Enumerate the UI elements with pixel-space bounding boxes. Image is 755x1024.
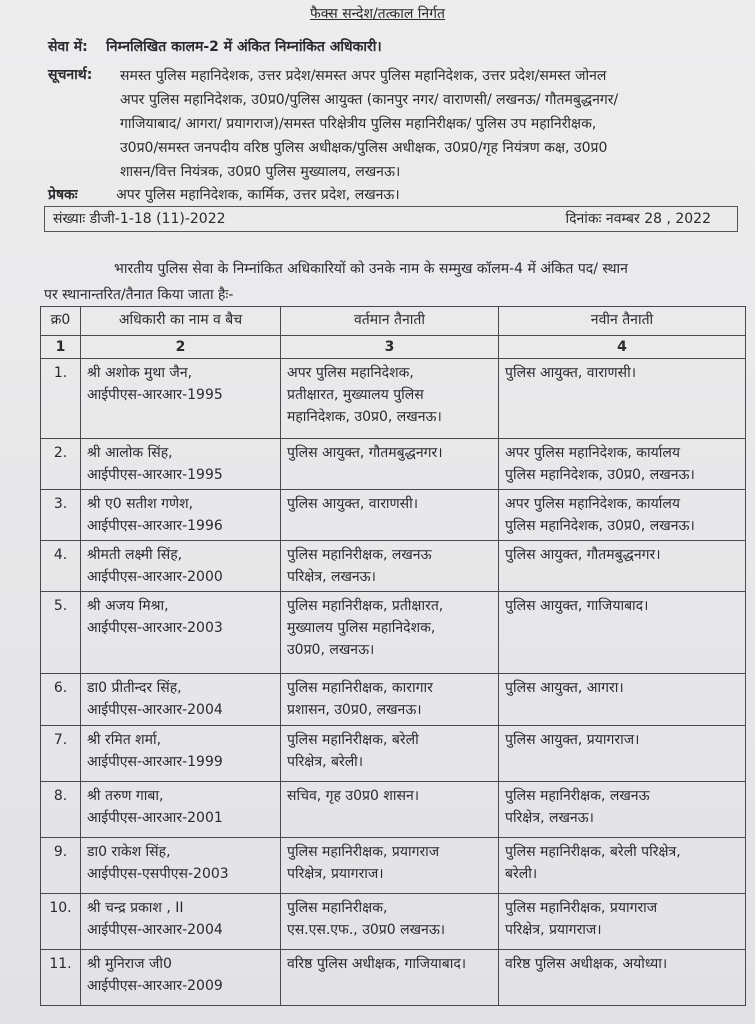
table-row (41, 490, 746, 541)
table-row (41, 359, 746, 439)
cell-line: आईपीएस-एसपीएस-2003 (87, 866, 229, 882)
table-body (41, 359, 746, 1006)
intro-line: पर स्थानान्तरित/तैनात किया जाता हैः- (44, 287, 234, 303)
new-posting-cell (499, 950, 746, 1006)
row-serial: 6. (41, 674, 81, 726)
officer-name-cell (81, 541, 281, 592)
information-line: उ0प्र0/समस्त जनपदीय वरिष्ठ पुलिस अधीक्षक/पुलिस अधीक्षक, उ0प्र0/गृह नियंत्रण कक्ष, उ0प्र0 (120, 140, 608, 156)
officer-name-cell (81, 592, 281, 674)
cell-line: पुलिस महानिरीक्षक, बरेली (287, 732, 419, 748)
cell-line: आईपीएस-आरआर-1995 (87, 467, 223, 483)
cell-line: आईपीएस-आरआर-1995 (87, 387, 223, 403)
information-line: अपर पुलिस महानिदेशक, उ0प्र0/पुलिस आयुक्त (कानपुर नगर/ वाराणसी/ लखनऊ/ गौतमबुद्धनगर/ (120, 92, 619, 108)
cell-line: महानिदेशक, उ0प्र0, लखनऊ। (287, 409, 442, 425)
row-serial: 8. (41, 782, 81, 838)
cell-line: आईपीएस-आरआर-2003 (87, 620, 223, 636)
information-line: गाजियाबाद/ आगरा/ प्रयागराज)/समस्त परिक्षेत्रीय पुलिस महानिरीक्षक/ पुलिस उप महानिरीक्षक, (120, 116, 597, 132)
cell-line: पुलिस महानिरीक्षक, लखनऊ (287, 547, 432, 563)
row-serial: 4. (41, 541, 81, 592)
cell-line: पुलिस आयुक्त, वाराणसी। (287, 496, 419, 512)
current-posting-cell (281, 359, 499, 439)
table-row (41, 782, 746, 838)
cell-line: पुलिस महानिरीक्षक, प्रयागराज (287, 844, 440, 860)
new-posting-cell (499, 726, 746, 782)
cell-line: श्री चन्द्र प्रकाश , II (87, 900, 184, 916)
row-serial: 11. (41, 950, 81, 1006)
cell-line: अपर पुलिस महानिदेशक, कार्यालय (505, 445, 680, 461)
transfer-table (40, 306, 746, 1006)
new-posting-cell (499, 541, 746, 592)
column-index: 2 (81, 336, 281, 359)
new-posting-cell (499, 490, 746, 541)
recipient-line (48, 36, 382, 58)
officer-name-cell (81, 490, 281, 541)
current-posting-cell (281, 592, 499, 674)
cell-line: पुलिस महानिरीक्षक, (287, 900, 388, 916)
cell-line: आईपीएस-आरआर-1999 (87, 754, 223, 770)
reference-date: दिनांकः नवम्बर 28 , 2022 (565, 211, 711, 227)
cell-line: सचिव, गृह उ0प्र0 शासन। (287, 788, 420, 804)
cell-line: पुलिस महानिदेशक, उ0प्र0, लखनऊ। (505, 467, 695, 483)
table-row (41, 950, 746, 1006)
row-serial: 1. (41, 359, 81, 439)
current-posting-cell (281, 674, 499, 726)
cell-line: श्री आलोक सिंह, (87, 445, 173, 461)
intro-line: भारतीय पुलिस सेवा के निम्नांकित अधिकारियों को उनके नाम के सम्मुख कॉलम-4 में अंकित पद/ स्थान (114, 261, 628, 277)
new-posting-cell (499, 838, 746, 894)
reference-number: संख्याः डीजी-1-18 (11)-2022 (53, 211, 226, 227)
cell-line: बरेली। (505, 866, 538, 882)
row-serial: 2. (41, 439, 81, 490)
cell-line: पुलिस महानिरीक्षक, प्रतीक्षारत, (287, 598, 444, 614)
cell-line: प्रशासन, उ0प्र0, लखनऊ। (287, 702, 422, 718)
row-serial: 5. (41, 592, 81, 674)
cell-line: श्री मुनिराज जी0 (87, 956, 172, 972)
intro-paragraph (44, 256, 744, 308)
sender-text: अपर पुलिस महानिदेशक, कार्मिक, उत्तर प्रदेश, लखनऊ। (116, 187, 400, 203)
cell-line: आईपीएस-आरआर-2009 (87, 978, 223, 994)
cell-line: पुलिस आयुक्त, गौतमबुद्धनगर। (287, 445, 443, 461)
current-posting-cell (281, 782, 499, 838)
cell-line: पुलिस आयुक्त, गाजियाबाद। (505, 598, 649, 614)
row-serial: 7. (41, 726, 81, 782)
new-posting-cell (499, 439, 746, 490)
information-label: सूचनार्थ: (48, 67, 93, 83)
column-header: वर्तमान तैनाती (281, 307, 499, 336)
officer-name-cell (81, 894, 281, 950)
column-index: 3 (281, 336, 499, 359)
cell-line: श्री अशोक मुथा जैन, (87, 365, 193, 381)
cell-line: परिक्षेत्र, लखनऊ। (505, 810, 594, 826)
officer-name-cell (81, 674, 281, 726)
cell-line: परिक्षेत्र, बरेली। (287, 754, 364, 770)
officer-name-cell (81, 838, 281, 894)
cell-line: पुलिस आयुक्त, आगरा। (505, 680, 624, 696)
cell-line: श्रीमती लक्ष्मी सिंह, (87, 547, 183, 563)
officer-name-cell (81, 439, 281, 490)
cell-line: मुख्यालय पुलिस महानिदेशक, (287, 620, 436, 636)
current-posting-cell (281, 950, 499, 1006)
cell-line: आईपीएस-आरआर-2004 (87, 702, 223, 718)
table-row (41, 439, 746, 490)
new-posting-cell (499, 782, 746, 838)
cell-line: वरिष्ठ पुलिस अधीक्षक, गाजियाबाद। (287, 956, 467, 972)
cell-line: पुलिस आयुक्त, वाराणसी। (505, 365, 637, 381)
officer-name-cell (81, 950, 281, 1006)
sender-line (48, 184, 400, 206)
cell-line: श्री अजय मिश्रा, (87, 598, 169, 614)
new-posting-cell (499, 359, 746, 439)
cell-line: डा0 प्रीतीन्दर सिंह, (87, 680, 182, 696)
column-header: क्र0 (41, 307, 81, 336)
new-posting-cell (499, 592, 746, 674)
column-index: 4 (499, 336, 746, 359)
cell-line: एस.एस.एफ., उ0प्र0 लखनऊ। (287, 922, 446, 938)
cell-line: प्रतीक्षारत, मुख्यालय पुलिस (287, 387, 424, 403)
cell-line: पुलिस महानिरीक्षक, प्रयागराज (505, 900, 658, 916)
document-title: फैक्स सन्देश/तत्काल निर्गत (309, 6, 446, 22)
officer-name-cell (81, 359, 281, 439)
cell-line: पुलिस आयुक्त, प्रयागराज। (505, 732, 640, 748)
row-serial: 3. (41, 490, 81, 541)
cell-line: श्री रमित शर्मा, (87, 732, 162, 748)
table-row (41, 838, 746, 894)
current-posting-cell (281, 838, 499, 894)
reference-box (44, 206, 738, 232)
current-posting-cell (281, 894, 499, 950)
information-line: शासन/वित्त नियंत्रक, उ0प्र0 पुलिस मुख्यालय, लखनऊ। (120, 164, 401, 180)
new-posting-cell (499, 894, 746, 950)
information-lines (120, 64, 752, 184)
cell-line: पुलिस महानिरीक्षक, बरेली परिक्षेत्र, (505, 844, 681, 860)
cell-line: परिक्षेत्र, प्रयागराज। (505, 922, 602, 938)
officer-name-cell (81, 782, 281, 838)
cell-line: आईपीएस-आरआर-2001 (87, 810, 223, 826)
information-line: समस्त पुलिस महानिदेशक, उत्तर प्रदेश/समस्त अपर पुलिस महानिदेशक, उत्तर प्रदेश/समस्त जोनल (120, 68, 607, 84)
new-posting-cell (499, 674, 746, 726)
column-header: अधिकारी का नाम व बैच (81, 307, 281, 336)
row-serial: 9. (41, 838, 81, 894)
cell-line: श्री ए0 सतीश गणेश, (87, 496, 194, 512)
cell-line: पुलिस आयुक्त, गौतमबुद्धनगर। (505, 547, 661, 563)
sender-label: प्रेषकः (48, 187, 78, 203)
cell-line: पुलिस महानिरीक्षक, कारागार (287, 680, 433, 696)
current-posting-cell (281, 439, 499, 490)
cell-line: पुलिस महानिदेशक, उ0प्र0, लखनऊ। (505, 518, 695, 534)
column-index-row (41, 336, 746, 359)
cell-line: डा0 राकेश सिंह, (87, 844, 171, 860)
cell-line: श्री तरुण गाबा, (87, 788, 164, 804)
column-header: नवीन तैनाती (499, 307, 746, 336)
row-serial: 10. (41, 894, 81, 950)
recipient-text: निम्नलिखित कालम-2 में अंकित निम्नांकित अधिकारी। (106, 39, 382, 55)
column-index: 1 (41, 336, 81, 359)
cell-line: अपर पुलिस महानिदेशक, (287, 365, 414, 381)
cell-line: परिक्षेत्र, लखनऊ। (287, 569, 376, 585)
table-header-row (41, 307, 746, 336)
recipient-label: सेवा में: (48, 39, 88, 55)
cell-line: परिक्षेत्र, प्रयागराज। (287, 866, 384, 882)
cell-line: आईपीएस-आरआर-1996 (87, 518, 223, 534)
current-posting-cell (281, 490, 499, 541)
cell-line: वरिष्ठ पुलिस अधीक्षक, अयोध्या। (505, 956, 668, 972)
cell-line: पुलिस महानिरीक्षक, लखनऊ (505, 788, 650, 804)
cell-line: आईपीएस-आरआर-2000 (87, 569, 223, 585)
cell-line: अपर पुलिस महानिदेशक, कार्यालय (505, 496, 680, 512)
cell-line: उ0प्र0, लखनऊ। (287, 642, 375, 658)
table-row (41, 592, 746, 674)
current-posting-cell (281, 726, 499, 782)
officer-name-cell (81, 726, 281, 782)
cell-line: आईपीएस-आरआर-2004 (87, 922, 223, 938)
table-row (41, 894, 746, 950)
table-row (41, 726, 746, 782)
table-row (41, 541, 746, 592)
table-row (41, 674, 746, 726)
current-posting-cell (281, 541, 499, 592)
